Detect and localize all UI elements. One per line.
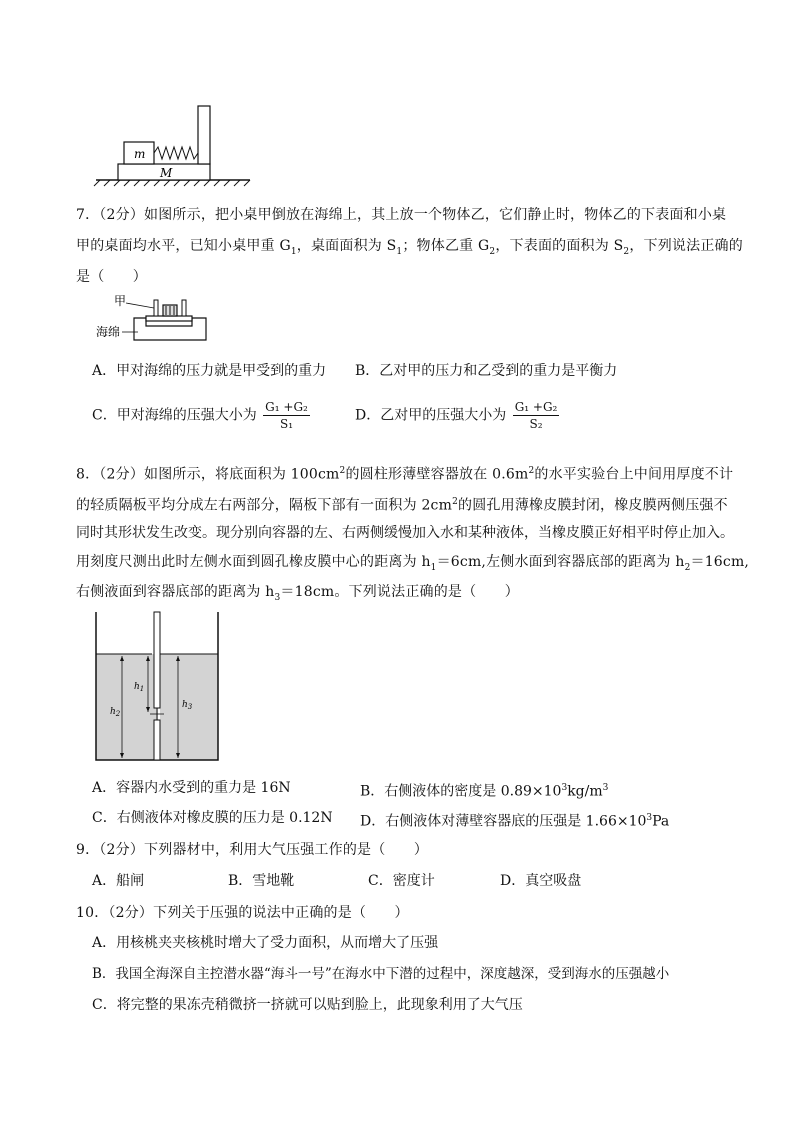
q8-line5: 右侧液面到容器底部的距离为 $h_3=18cm$。下列说法正确的是（ ） (76, 584, 519, 603)
q9-option-c[interactable]: C．密度计 (368, 873, 435, 889)
q8-option-b[interactable]: B．右侧液体的密度是 $0.89\times 10^3kg/m^3$ (360, 783, 609, 800)
table-sponge-figure (90, 292, 220, 347)
q7-line2: 甲的桌面均水平，已知小桌甲重 $G_1$，桌面面积为 $S_1$；物体乙重 $G_2$，下表面的面积为 $S_2$，下列说法正确的 (76, 238, 743, 257)
q8-option-c[interactable]: C．右侧液体对橡皮膜的压力是 0.12N (92, 810, 333, 826)
label-m: m (134, 147, 146, 161)
spring (154, 147, 198, 159)
q7-c-fraction: $\frac{\text{G₁ +G₂}}{\text{S₁}}$ (265, 400, 308, 431)
spring-block-figure (90, 100, 260, 190)
q10-stem: 10．（2分）下列关于压强的说法中正确的是（ ） (76, 905, 409, 921)
q10-option-c[interactable]: C．将完整的果冻壳稍微挤一挤就可以贴到脸上，此现象利用了大气压 (92, 997, 523, 1013)
q7-d-fraction: $\frac{\text{G₁ +G₂}}{\text{S₂}}$ (514, 400, 558, 431)
label-haimian: 海绵 (96, 325, 121, 339)
container-figure (90, 608, 230, 768)
label-h1: $h_1$ (134, 682, 145, 693)
q7-option-d[interactable]: D．乙对甲的压强大小为 $\frac{\text{G₁ +G₂}}{\text{S₂}}$ (355, 400, 558, 431)
q9-option-a[interactable]: A．船闸 (92, 873, 145, 889)
q7-option-c[interactable]: C．甲对海绵的压强大小为 $\frac{\text{G₁ +G₂}}{\text{S₁}}$ (92, 400, 308, 431)
q9-stem: 9．（2分）下列器材中，利用大气压强工作的是（ ） (76, 842, 429, 858)
divider-lower (154, 720, 160, 760)
q7-line3: 是（ ） (76, 269, 147, 285)
label-jia: 甲 (114, 294, 127, 308)
label-h3: $h_3$ (182, 700, 193, 711)
label-M: M (160, 166, 173, 180)
q9-option-b[interactable]: B．雪地靴 (228, 873, 295, 889)
q7-line1: 7．（2分）如图所示，把小桌甲倒放在海绵上，其上放一个物体乙，它们静止时，物体乙的下表面和小桌 (76, 207, 727, 223)
q8-line3: 同时其形状发生改变。现分别向容器的左、右两侧缓慢加入水和某种液体，当橡皮膜正好相平时停止加入。 (76, 525, 734, 541)
q10-option-a[interactable]: A．用核桃夹夹核桃时增大了受力面积，从而增大了压强 (92, 935, 439, 951)
divider-upper (154, 612, 160, 708)
wall (198, 106, 210, 164)
q7-option-a[interactable]: A．甲对海绵的压力就是甲受到的重力 (92, 363, 327, 379)
q8-line2: 的轻质隔板平均分成左右两部分，隔板下部有一面积为 $2cm^2$的圆孔用薄橡皮膜封闭，橡皮膜两侧压强不 (76, 497, 728, 514)
q10-option-b[interactable]: B．我国全海深自主控潜水器“海斗一号”在海水中下潜的过程中，深度越深，受到海水的压强越小 (92, 966, 670, 982)
q8-option-a[interactable]: A．容器内水受到的重力是 16N (92, 780, 291, 796)
q8-line1: 8．（2分）如图所示，将底面积为 $100cm^2$的圆柱形薄壁容器放在 $0.6m^2$的水平实验台上中间用厚度不计 (76, 466, 734, 483)
q8-option-d[interactable]: D．右侧液体对薄壁容器底的压强是 $1.66\times 10^3Pa$ (360, 813, 670, 830)
table-top (146, 316, 192, 321)
q7-option-b[interactable]: B．乙对甲的压力和乙受到的重力是平衡力 (355, 363, 618, 379)
q8-line4: 用刻度尺测出此时左侧水面到圆孔橡皮膜中心的距离为 $h_1=6cm$,左侧水面到容器底部的距离为 $h_2=16cm$, (76, 554, 750, 573)
q9-option-d[interactable]: D．真空吸盘 (500, 873, 582, 889)
label-h2: $h_2$ (110, 707, 121, 718)
